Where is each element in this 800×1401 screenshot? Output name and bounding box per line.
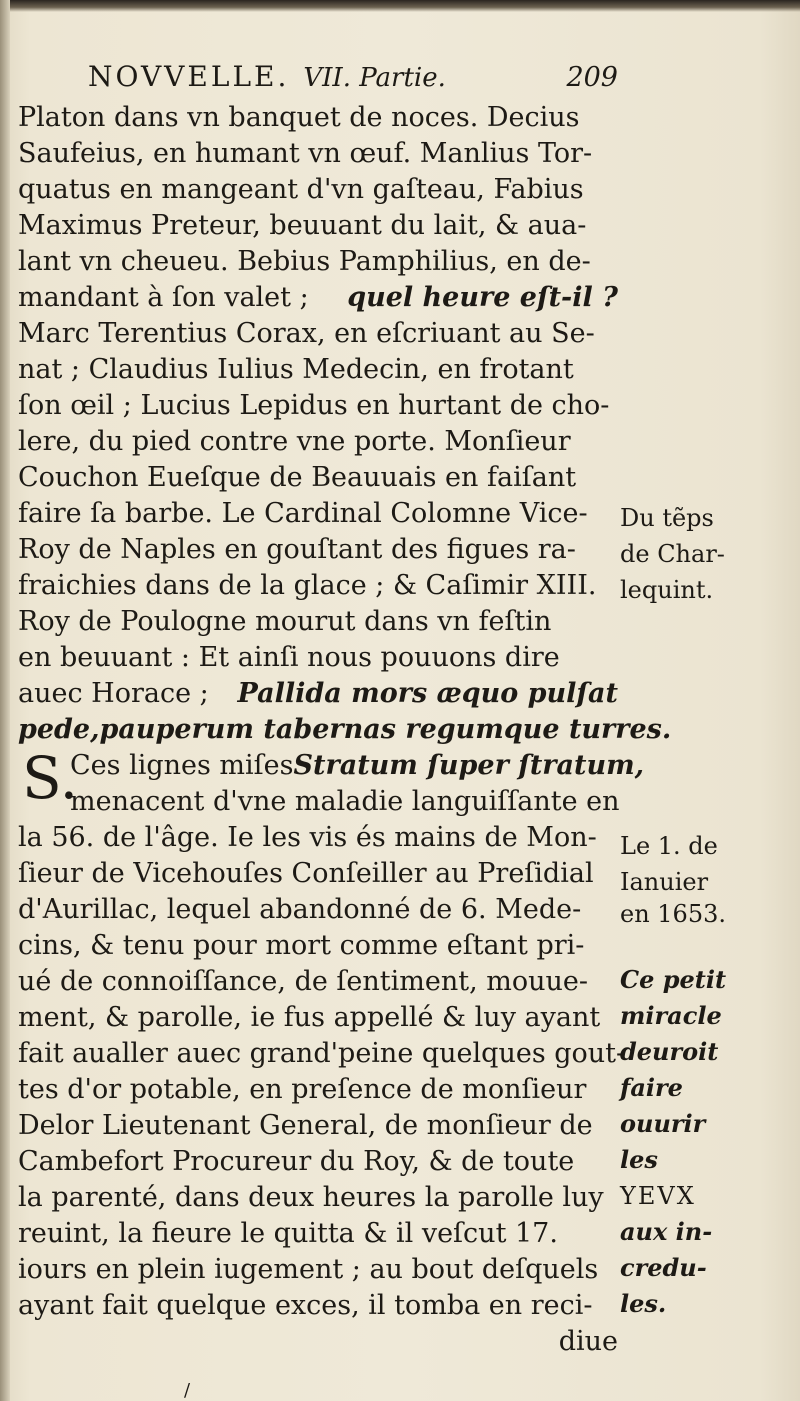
text-line: iours en plein iugement ; au bout deſquels	[18, 1254, 599, 1285]
margin-note: YEVX	[620, 1182, 696, 1210]
text-line: ment, & parolle, ie fus appellé & luy ayant	[18, 1002, 601, 1033]
text-line: Couchon Eueſque de Beauuais en faiſant	[18, 462, 577, 493]
text-line: auec Horace ; Pallida mors æquo pulſat	[18, 676, 618, 712]
italic-quote-time: quel heure eſt-il ?	[347, 282, 618, 313]
margin-note: miracle	[620, 1001, 722, 1030]
text-line: cins, & tenu pour mort comme eſtant pri-	[18, 930, 585, 961]
page-number: 209	[566, 62, 618, 93]
text-line: tes d'or potable, en preſence de monſieur	[18, 1074, 587, 1105]
margin-note: en 1653.	[620, 900, 726, 928]
running-header	[88, 60, 618, 100]
text-line: lant vn cheueu. Bebius Pamphilius, en de-	[18, 246, 591, 277]
text-line: quatus en mangeant d'vn gaſteau, Fabius	[18, 174, 584, 205]
text-line: Roy de Naples en gouſtant des figues ra-	[18, 534, 576, 565]
text-line: mandant à ſon valet ; quel heure eſt-il ?	[18, 280, 618, 316]
margin-note: ouurir	[620, 1109, 706, 1138]
italic-stratum: Stratum ſuper ſtratum,	[293, 750, 645, 781]
text-line: reuint, la fieure le quitta & il veſcut 17.	[18, 1218, 558, 1249]
text-line: Maximus Preteur, beuuant du lait, & aua-	[18, 210, 587, 241]
text-line	[18, 712, 672, 748]
text-line: Cambefort Procureur du Roy, & de toute	[18, 1146, 575, 1177]
margin-note: faire	[620, 1073, 683, 1102]
margin-note: les.	[620, 1289, 667, 1318]
margin-note: de Char-	[620, 540, 725, 568]
text-line: Ces lignes miſes Stratum ſuper ſtratum,	[70, 748, 618, 784]
text-line: ayant fait quelque exces, il tomba en reci-	[18, 1290, 593, 1321]
text-line: la 56. de l'âge. Ie les vis és mains de Mon-	[18, 822, 597, 853]
running-title: NOVVELLE.	[88, 60, 290, 93]
italic-latin-quote-2b: pauperum tabernas regumque turres.	[99, 714, 672, 745]
drop-cap: S.	[22, 744, 79, 812]
italic-latin-quote-1: Pallida mors æquo pulſat	[237, 678, 618, 709]
text-line: faire ſa barbe. Le Cardinal Colomne Vice-	[18, 498, 588, 529]
text-line: ſon œil ; Lucius Lepidus en hurtant de cho-	[18, 390, 610, 421]
text-line: fait aualler auec grand'peine quelques gout-	[18, 1038, 626, 1069]
text-line: ué de connoiſſance, de ſentiment, mouue-	[18, 966, 588, 997]
margin-note: les	[620, 1145, 658, 1174]
text-line: lere, du pied contre vne porte. Monſieur	[18, 426, 571, 457]
text-line: menacent d'vne maladie languiſſante en	[70, 786, 620, 817]
text-line: d'Aurillac, lequel abandonné de 6. Mede-	[18, 894, 582, 925]
text-line: Platon dans vn banquet de noces. Decius	[18, 102, 580, 133]
text-line: fraichies dans de la glace ; & Caſimir XIII.	[18, 570, 597, 601]
page-top-edge	[0, 0, 800, 12]
text-line: Saufeius, en humant vn œuf. Manlius Tor-	[18, 138, 593, 169]
page-gutter	[0, 0, 10, 1401]
catchword-line	[18, 1324, 618, 1360]
page-mark-icon: /	[184, 1380, 191, 1401]
text-line: nat ; Claudius Iulius Medecin, en frotant	[18, 354, 574, 385]
text-line: Delor Lieutenant General, de monſieur de	[18, 1110, 593, 1141]
text-line: la parenté, dans deux heures la parolle luy	[18, 1182, 604, 1213]
catchword: diue	[558, 1326, 618, 1357]
part-label: VII. Partie.	[303, 63, 446, 93]
margin-note: Ce petit	[620, 965, 727, 994]
margin-note: deuroit	[620, 1037, 719, 1066]
text-line: ſieur de Vicehouſes Conſeiller au Preſidial	[18, 858, 594, 889]
text-line: en beuuant : Et ainſi nous pouuons dire	[18, 642, 560, 673]
margin-note: lequint.	[620, 576, 714, 604]
margin-note: aux in-	[620, 1217, 713, 1246]
margin-note: credu-	[620, 1253, 707, 1282]
text-line: Roy de Poulogne mourut dans vn feſtin	[18, 606, 552, 637]
margin-note: Ianuier	[620, 868, 709, 896]
margin-note: Le 1. de	[620, 832, 718, 860]
italic-latin-quote-2a: pede,	[18, 714, 100, 745]
margin-note: Du tẽps	[620, 504, 714, 532]
text-line: Marc Terentius Corax, en eſcriuant au Se-	[18, 318, 595, 349]
